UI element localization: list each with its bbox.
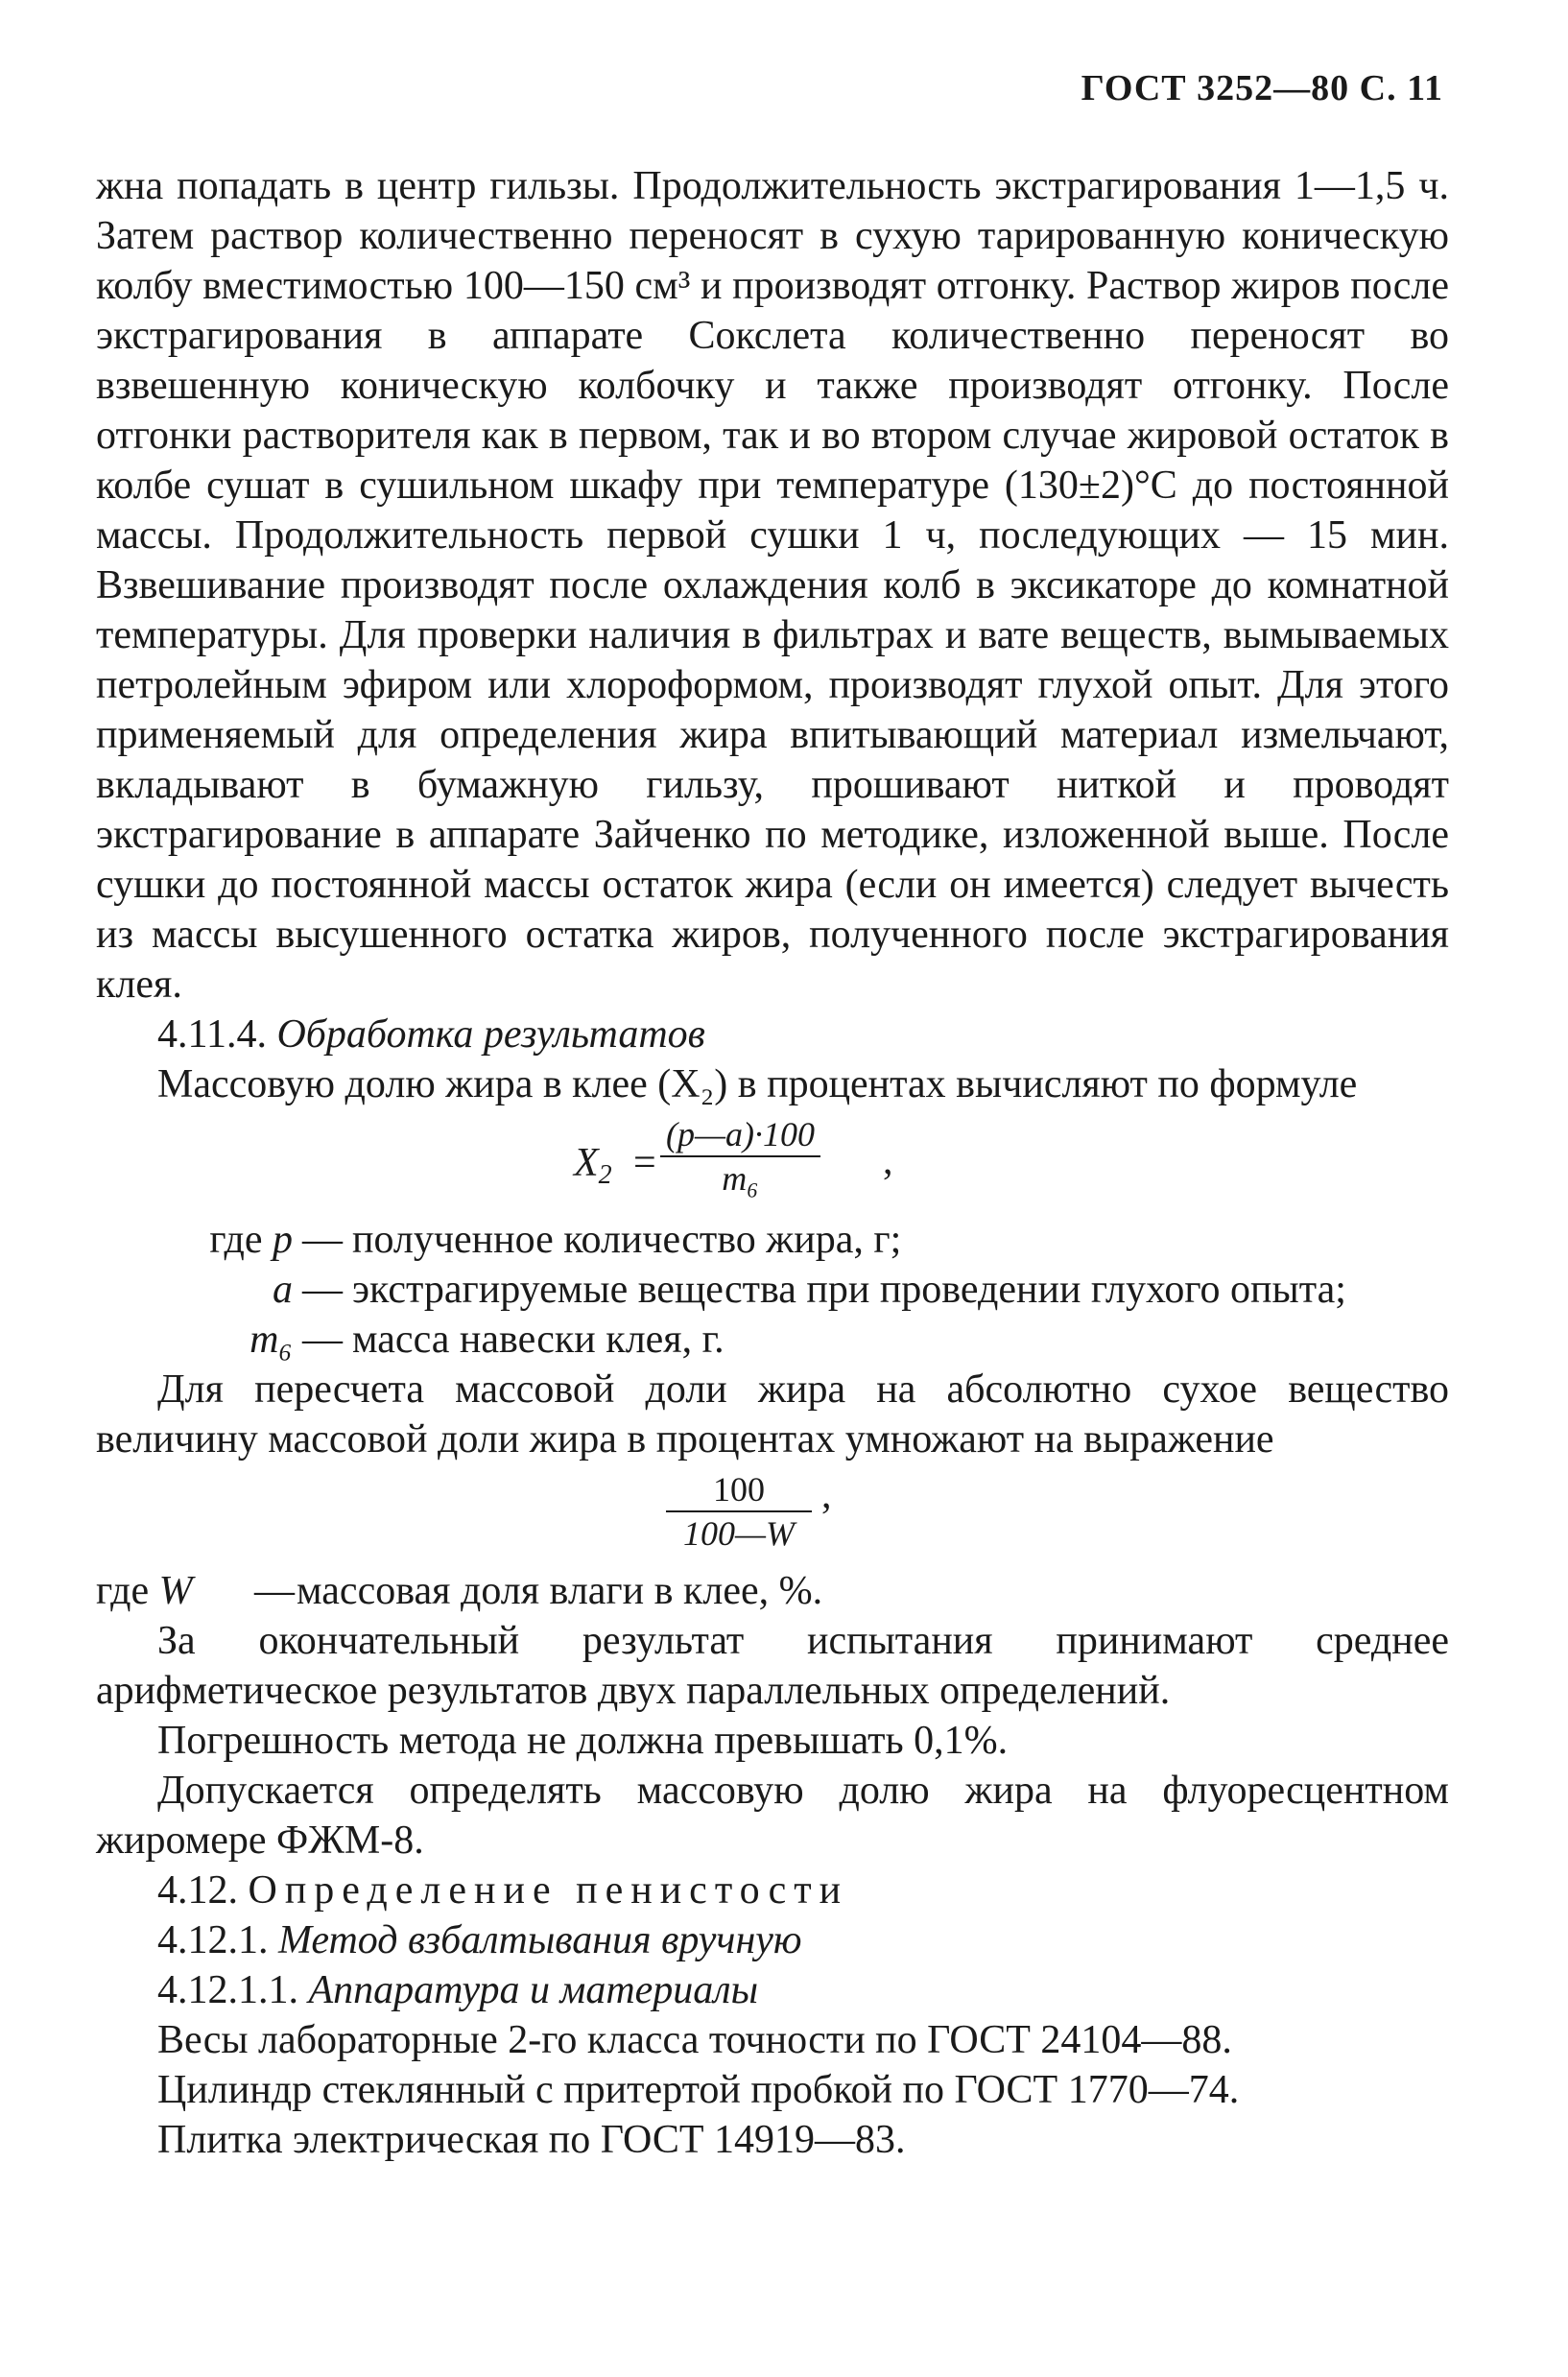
formula-dry-factor <box>96 1464 1449 1564</box>
paragraph-error: Погрешность метода не должна превышать 0,1%. <box>157 1719 1009 1763</box>
section-title: Определение пенистости <box>248 1868 849 1913</box>
legend-dash: — <box>254 1569 295 1613</box>
legend-row <box>96 1215 1449 1265</box>
legend-row <box>96 1315 1449 1365</box>
formula-equals: = <box>633 1141 656 1185</box>
paragraph-formula-intro: Массовую долю жира в клее (X₂) в процентах вычисляют по формуле <box>157 1062 1358 1106</box>
legend-symbol: W <box>158 1569 193 1613</box>
formula-legend <box>96 1566 1449 1616</box>
legend-row <box>96 1566 1449 1616</box>
legend-text: массовая доля влаги в клее, %. <box>297 1569 823 1613</box>
formula-lhs: $X_2$ <box>574 1141 612 1190</box>
document-body <box>96 161 1449 2165</box>
formula-denominator: m₆ <box>722 1159 759 1198</box>
legend-dash: — <box>302 1318 343 1362</box>
legend-symbol: p <box>273 1218 293 1262</box>
equipment-item: Цилиндр стеклянный с притертой пробкой по ГОСТ 1770—74. <box>157 2068 1240 2112</box>
section-number: 4.11.4. <box>157 1012 267 1057</box>
legend-text: масса навески клея, г. <box>352 1318 725 1362</box>
formula-fat-fraction <box>96 1109 1449 1213</box>
section-heading-4-12-1 <box>96 1915 1449 1965</box>
legend-text: полученное количество жира, г; <box>352 1218 902 1262</box>
section-heading-4-12 <box>96 1866 1449 1915</box>
legend-lead: где <box>209 1218 263 1262</box>
section-number: 4.12. <box>157 1868 238 1913</box>
equipment-item: Плитка электрическая по ГОСТ 14919—83. <box>157 2118 906 2162</box>
section-number: 4.12.1. <box>157 1918 269 1962</box>
formula-comma: , <box>883 1139 893 1183</box>
section-heading-4-12-1-1 <box>96 1965 1449 2015</box>
paragraph-dry-basis: Для пересчета массовой доли жира на абсолютно сухое вещество величину массовой доли жира в процентах умножают на выражение <box>96 1367 1449 1462</box>
legend-lead: где <box>96 1569 150 1613</box>
formula-fraction <box>666 1468 812 1555</box>
section-title: Аппаратура и материалы <box>308 1968 759 2012</box>
formula-fraction <box>660 1113 820 1200</box>
legend-text: экстрагируемые вещества при проведении глухого опыта; <box>352 1268 1346 1312</box>
formula-denominator: 100—W <box>683 1514 795 1553</box>
section-heading-4-11-4 <box>96 1010 1449 1059</box>
legend-dash: — <box>302 1268 343 1312</box>
formula-numerator: (p—a)·100 <box>660 1113 820 1157</box>
paragraph-extraction: жна попадать в центр гильзы. Продолжительность экстрагирования 1—1,5 ч. Затем раствор количественно переносят в сухую тарированную коническую колбу вместимостью 100—150 см³ и производят отгонку. Раствор жиров после экстрагирования в аппарате Сокслета количественно переносят во взвешенную коническую колбочку и также производят отгонку. После отгонки растворителя как в первом, так и во втором случае жировой остаток в колбе сушат в сушильном шкафу при температуре (130±2)°С до постоянной массы. Продолжительность первой сушки 1 ч, последующих — 15 мин. Взвешивание производят после охлаждения колб в эксикаторе до комнатной температуры. Для проверки наличия в фильтрах и вате веществ, вымываемых петролейным эфиром или хлороформом, производят глухой опыт. Для этого применяемый для определения жира впитывающий материал измельчают, вкладывают в бумажную гильзу, прошивают ниткой и проводят экстрагирование в аппарате Зайченко по методике, изложенной выше. После сушки до постоянной массы остаток жира (если он имеется) следует вычесть из массы высушенного остатка жиров, полученного после экстрагирования клея. <box>96 164 1449 1007</box>
formula-legend <box>96 1215 1449 1365</box>
formula-comma: , <box>821 1473 832 1517</box>
page-header: ГОСТ 3252—80 С. 11 <box>1081 68 1443 108</box>
paragraph-final-result: За окончательный результат испытания принимают среднее арифметическое результатов двух параллельных определений. <box>96 1619 1449 1713</box>
equipment-item: Весы лабораторные 2-го класса точности по ГОСТ 24104—88. <box>157 2018 1232 2062</box>
legend-symbol: a <box>273 1268 293 1312</box>
legend-row <box>96 1265 1449 1315</box>
legend-symbol: m₆ <box>249 1318 293 1362</box>
section-number: 4.12.1.1. <box>157 1968 298 2012</box>
section-title: Обработка результатов <box>276 1012 705 1057</box>
section-title: Метод взбалтывания вручную <box>278 1918 802 1962</box>
formula-numerator: 100 <box>666 1468 812 1512</box>
legend-dash: — <box>302 1218 343 1262</box>
paragraph-fluorescent: Допускается определять массовую долю жира на флуоресцентном жиромере ФЖМ-8. <box>96 1769 1449 1863</box>
